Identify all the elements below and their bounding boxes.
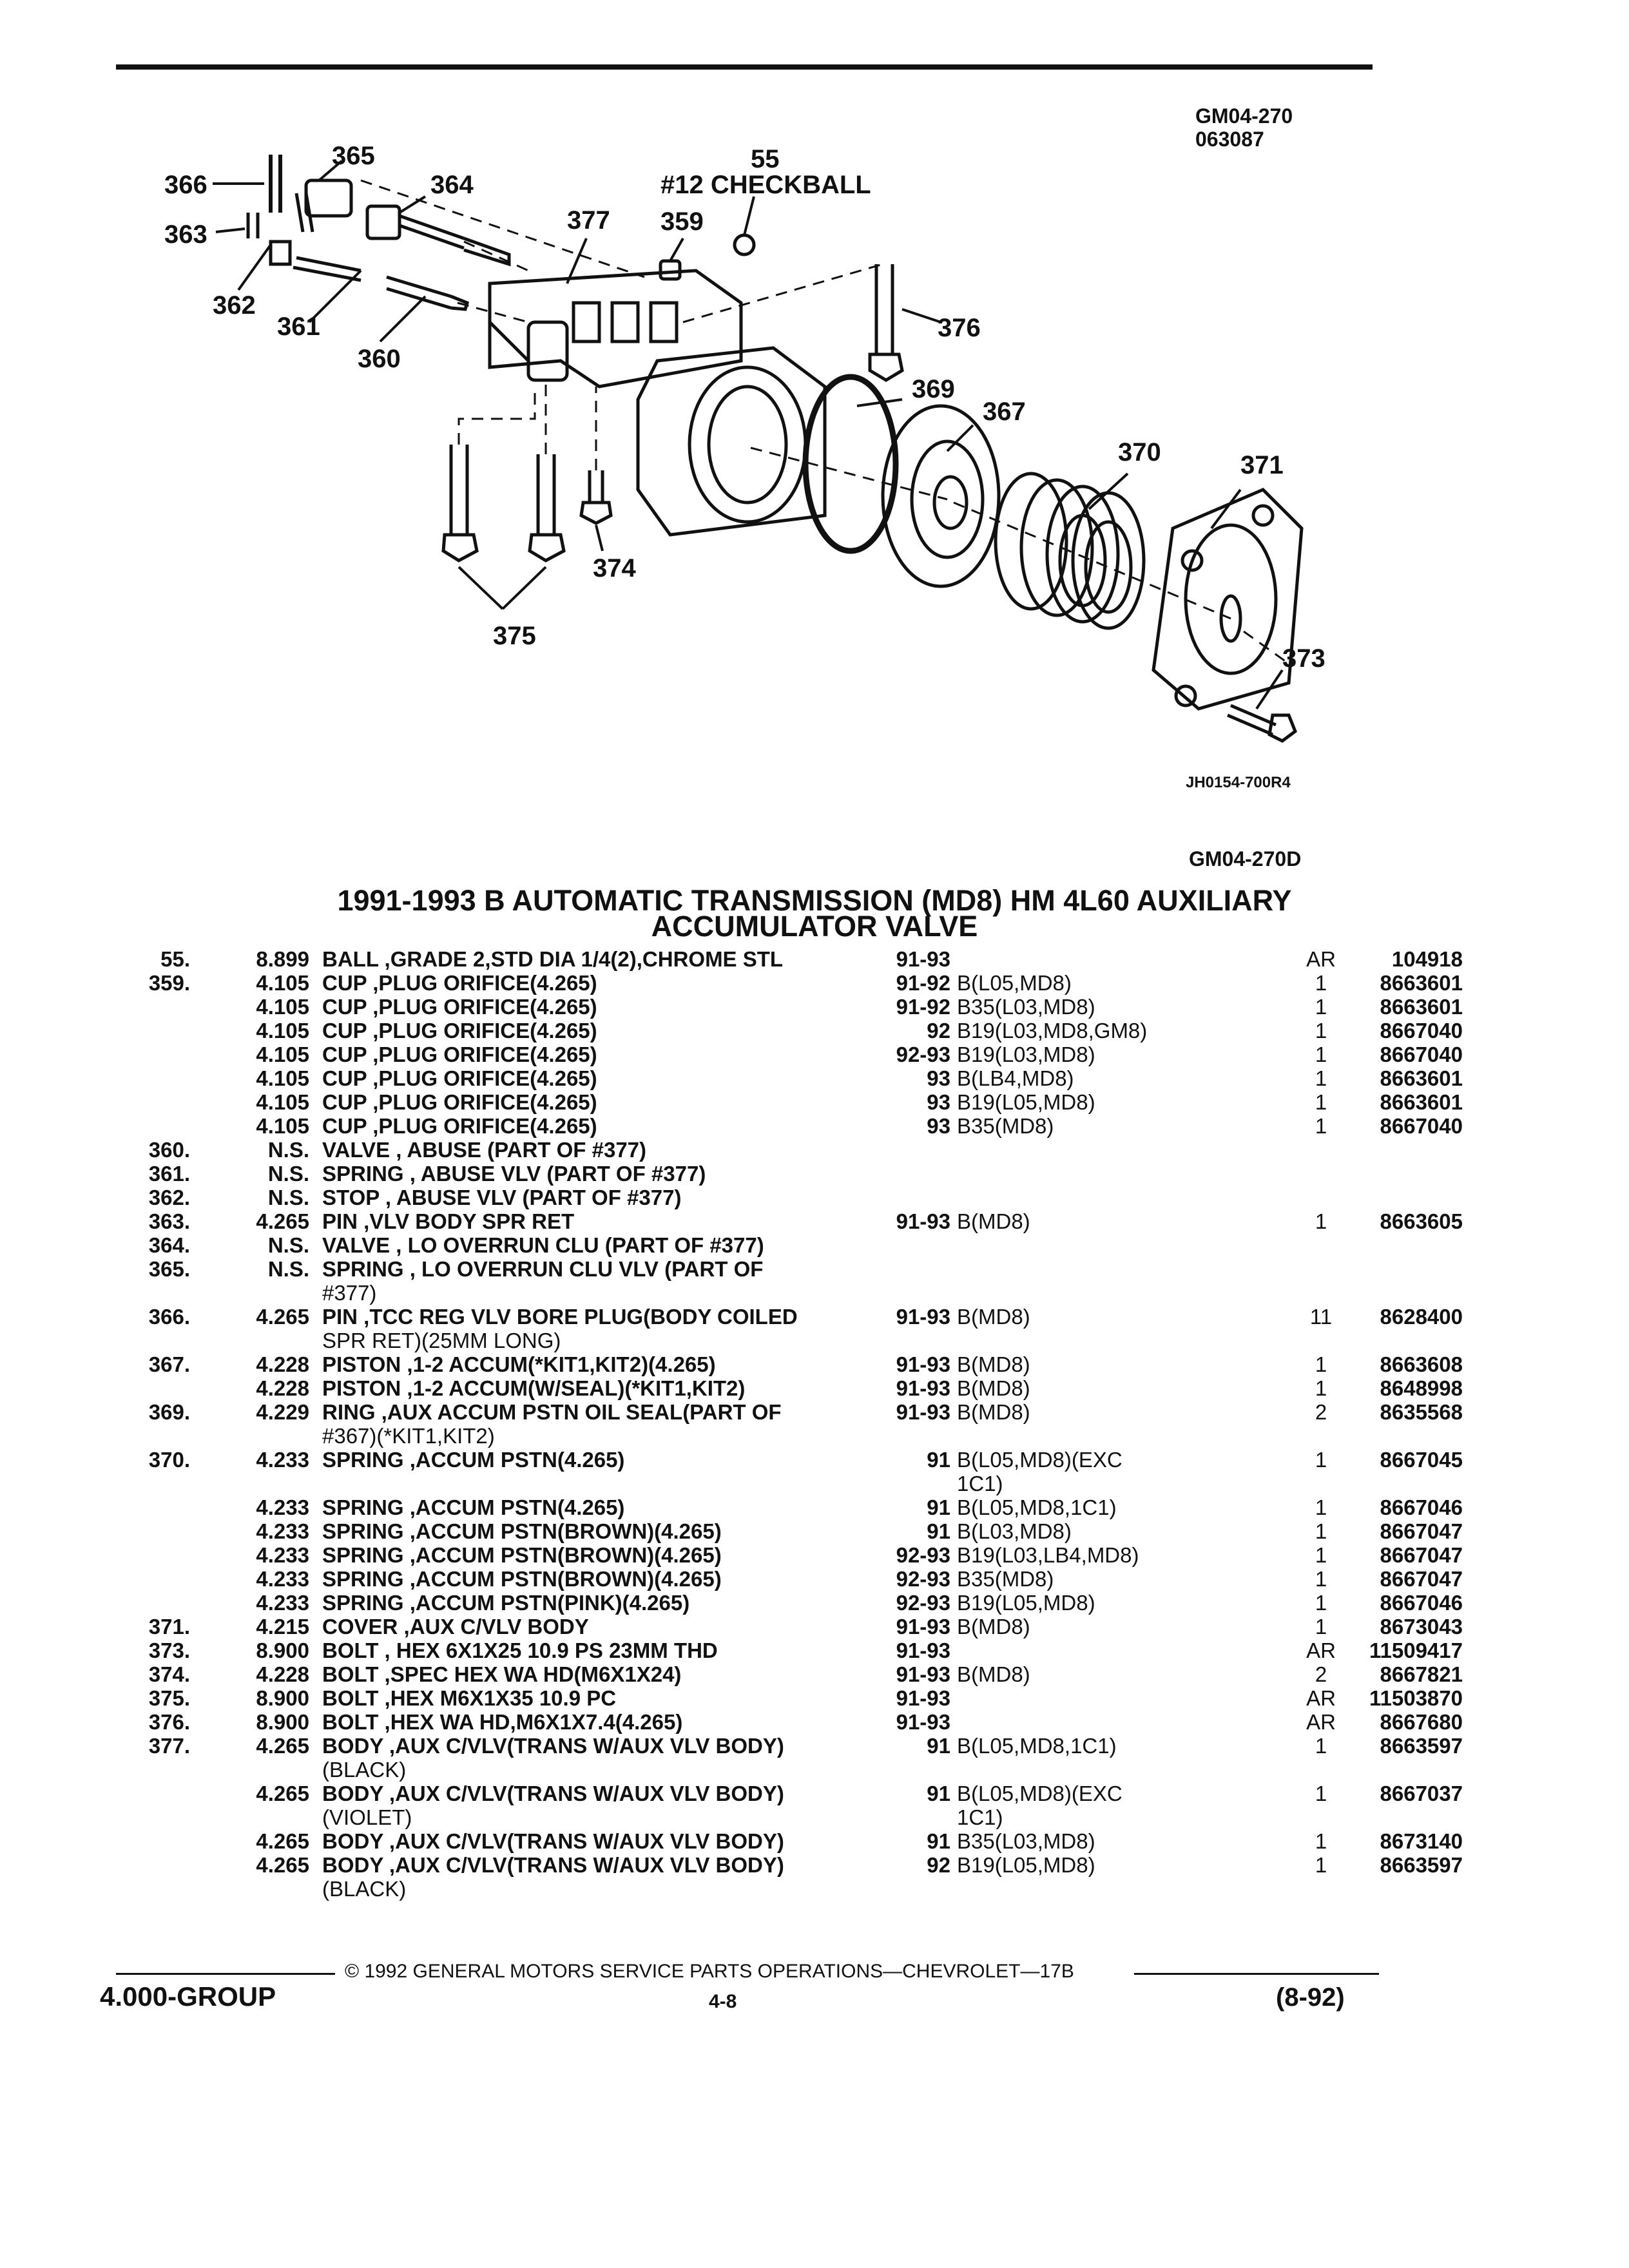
part-number: 8667047 xyxy=(1380,1543,1463,1567)
part-description: SPR RET)(25MM LONG) xyxy=(322,1329,561,1352)
parts-row xyxy=(116,1519,1463,1543)
part-application: B35(MD8) xyxy=(957,1114,1054,1138)
part-application: B(L05,MD8) xyxy=(957,971,1072,995)
parts-row-continuation xyxy=(116,1805,1385,1829)
part-number: 11509417 xyxy=(1369,1639,1463,1662)
parts-row xyxy=(116,1853,1463,1877)
part-group-number: 4.105 xyxy=(256,1043,309,1066)
callout-367: 367 xyxy=(983,398,1026,426)
checkball-shape xyxy=(735,235,754,255)
parts-row xyxy=(116,1186,1385,1209)
part-number: 8628400 xyxy=(1380,1305,1463,1329)
part-quantity: 1 xyxy=(1315,1734,1327,1758)
part-application: B(L05,MD8,1C1) xyxy=(957,1495,1117,1519)
callout-364: 364 xyxy=(430,171,474,199)
parts-row xyxy=(116,1305,1463,1329)
part-description: SPRING ,ACCUM PSTN(PINK)(4.265) xyxy=(322,1591,690,1615)
parts-row xyxy=(116,1090,1463,1114)
part-group-number: 4.233 xyxy=(256,1495,309,1519)
part-number: 8635568 xyxy=(1380,1400,1463,1424)
part-description: BOLT ,HEX M6X1X35 10.9 PC xyxy=(322,1686,617,1710)
part-group-number: 4.265 xyxy=(256,1734,309,1758)
part-group-number: 4.265 xyxy=(256,1305,309,1329)
part-quantity: 1 xyxy=(1315,1019,1327,1043)
part-ref-number: 370. xyxy=(148,1448,190,1472)
part-number: 8667046 xyxy=(1380,1591,1463,1615)
date-code: 063087 xyxy=(1195,128,1264,151)
parts-row xyxy=(116,1615,1463,1639)
part-number: 8663601 xyxy=(1380,1066,1463,1090)
part-ref-number: 367. xyxy=(148,1352,190,1376)
part-application: B(MD8) xyxy=(957,1615,1030,1639)
part-description: VALVE , ABUSE (PART OF #377) xyxy=(322,1138,647,1162)
part-quantity: 1 xyxy=(1315,995,1327,1019)
part-description: SPRING ,ACCUM PSTN(BROWN)(4.265) xyxy=(322,1519,722,1543)
parts-row xyxy=(116,1162,1385,1186)
part-description: RING ,AUX ACCUM PSTN OIL SEAL(PART OF xyxy=(322,1400,782,1424)
diagram-image-code: JH0154-700R4 xyxy=(1186,774,1291,791)
part-application: B(MD8) xyxy=(957,1305,1030,1329)
part-description: SPRING ,ACCUM PSTN(4.265) xyxy=(322,1448,625,1472)
part-group-number: 4.265 xyxy=(256,1829,309,1853)
part-group-number: 4.228 xyxy=(256,1376,309,1400)
part-group-number: 8.900 xyxy=(256,1639,309,1662)
part-model-years: 91-93 xyxy=(896,1615,950,1639)
callout-55: 55 xyxy=(751,145,780,173)
part-model-years: 91 xyxy=(927,1734,950,1758)
parts-row xyxy=(116,1829,1463,1853)
part-number: 8667037 xyxy=(1380,1782,1463,1805)
parts-row xyxy=(116,1114,1463,1138)
part-model-years: 91-93 xyxy=(896,1686,950,1710)
exploded-parts-diagram xyxy=(0,0,1629,838)
part-ref-number: 373. xyxy=(148,1639,190,1662)
part-quantity: 1 xyxy=(1315,1495,1327,1519)
part-model-years: 91 xyxy=(927,1782,950,1805)
part-description: SPRING ,ACCUM PSTN(4.265) xyxy=(322,1495,625,1519)
part-group-number: 4.233 xyxy=(256,1519,309,1543)
part-description: PISTON ,1-2 ACCUM(*KIT1,KIT2)(4.265) xyxy=(322,1352,716,1376)
part-description: BOLT ,HEX WA HD,M6X1X7.4(4.265) xyxy=(322,1710,683,1734)
part-quantity: 1 xyxy=(1315,1567,1327,1591)
part-group-number: N.S. xyxy=(267,1233,309,1257)
part-group-number: 4.265 xyxy=(256,1209,309,1233)
parts-row xyxy=(116,971,1463,995)
page-title-line2: ACCUMULATOR VALVE xyxy=(651,910,978,943)
part-number: 8667821 xyxy=(1380,1662,1463,1686)
footer-copyright: © 1992 GENERAL MOTORS SERVICE PARTS OPERATIONS—CHEVROLET—17B xyxy=(345,1961,1074,1982)
part-description: PIN ,VLV BODY SPR RET xyxy=(322,1209,575,1233)
part-description: SPRING ,ACCUM PSTN(BROWN)(4.265) xyxy=(322,1543,722,1567)
part-model-years: 92-93 xyxy=(896,1567,950,1591)
part-ref-number: 375. xyxy=(148,1686,190,1710)
part-group-number: N.S. xyxy=(267,1138,309,1162)
parts-row xyxy=(116,1233,1385,1257)
part-description: #367)(*KIT1,KIT2) xyxy=(322,1424,495,1448)
part-description: SPRING , ABUSE VLV (PART OF #377) xyxy=(322,1162,706,1186)
part-model-years: 93 xyxy=(927,1090,950,1114)
part-group-number: 4.228 xyxy=(256,1352,309,1376)
part-group-number: 4.105 xyxy=(256,1066,309,1090)
part-group-number: 4.265 xyxy=(256,1853,309,1877)
part-application: B(MD8) xyxy=(957,1352,1030,1376)
part-number: 8673140 xyxy=(1380,1829,1463,1853)
footer-page-number: 4-8 xyxy=(709,1991,737,2012)
part-application: B19(L03,MD8,GM8) xyxy=(957,1019,1148,1043)
part-quantity: AR xyxy=(1306,1639,1336,1662)
part-description: CUP ,PLUG ORIFICE(4.265) xyxy=(322,1043,597,1066)
part-description: STOP , ABUSE VLV (PART OF #377) xyxy=(322,1186,682,1209)
callout-360: 360 xyxy=(358,345,401,373)
part-description: CUP ,PLUG ORIFICE(4.265) xyxy=(322,1066,597,1090)
part-model-years: 91-93 xyxy=(896,1639,950,1662)
parts-row xyxy=(116,995,1463,1019)
parts-row xyxy=(116,1686,1463,1710)
part-quantity: 1 xyxy=(1315,1066,1327,1090)
footer-rule-left xyxy=(116,1973,335,1975)
part-application: B(L05,MD8,1C1) xyxy=(957,1734,1117,1758)
part-application: B(L05,MD8)(EXC xyxy=(957,1782,1123,1805)
parts-row xyxy=(116,1591,1463,1615)
callout-359: 359 xyxy=(660,207,704,236)
part-model-years: 91-93 xyxy=(896,1710,950,1734)
part-quantity: 1 xyxy=(1315,1209,1327,1233)
part-number: 11503870 xyxy=(1369,1686,1463,1710)
callout-374: 374 xyxy=(593,554,636,582)
page-title-line1: 1991-1993 B AUTOMATIC TRANSMISSION (MD8) HM 4L60 AUXILIARY xyxy=(337,884,1292,917)
part-model-years: 91-93 xyxy=(896,1662,950,1686)
part-group-number: 4.229 xyxy=(256,1400,309,1424)
parts-row xyxy=(116,1019,1463,1043)
part-quantity: 2 xyxy=(1315,1662,1327,1686)
part-ref-number: 371. xyxy=(148,1615,190,1639)
parts-row xyxy=(116,1782,1463,1805)
callout-362: 362 xyxy=(213,291,256,320)
part-quantity: 1 xyxy=(1315,1829,1327,1853)
callout-363: 363 xyxy=(164,220,207,249)
part-group-number: 8.899 xyxy=(256,947,309,971)
part-number: 8673043 xyxy=(1380,1615,1463,1639)
part-application: B35(L03,MD8) xyxy=(957,1829,1095,1853)
part-number: 8663605 xyxy=(1380,1209,1463,1233)
part-model-years: 91-93 xyxy=(896,1400,950,1424)
part-model-years: 91 xyxy=(927,1829,950,1853)
part-number: 8667047 xyxy=(1380,1567,1463,1591)
part-number: 8667040 xyxy=(1380,1043,1463,1066)
part-application: B(MD8) xyxy=(957,1400,1030,1424)
part-group-number: 4.105 xyxy=(256,1090,309,1114)
part-quantity: 1 xyxy=(1315,1043,1327,1066)
callout-375: 375 xyxy=(493,622,536,650)
part-ref-number: 369. xyxy=(148,1400,190,1424)
part-group-number: 4.233 xyxy=(256,1591,309,1615)
parts-row xyxy=(116,1257,1385,1281)
part-application: B(LB4,MD8) xyxy=(957,1066,1074,1090)
callout-365: 365 xyxy=(332,142,375,170)
part-quantity: 1 xyxy=(1315,1591,1327,1615)
parts-row-continuation xyxy=(116,1758,1385,1782)
part-group-number: 4.105 xyxy=(256,995,309,1019)
callout-370: 370 xyxy=(1118,438,1161,466)
footer-rule-right xyxy=(1134,1973,1379,1975)
parts-row xyxy=(116,947,1463,971)
part-application: B(L05,MD8)(EXC xyxy=(957,1448,1123,1472)
part-application: B(MD8) xyxy=(957,1209,1030,1233)
part-description: BODY ,AUX C/VLV(TRANS W/AUX VLV BODY) xyxy=(322,1782,784,1805)
part-description: CUP ,PLUG ORIFICE(4.265) xyxy=(322,1090,597,1114)
part-description: VALVE , LO OVERRUN CLU (PART OF #377) xyxy=(322,1233,764,1257)
part-quantity: 1 xyxy=(1315,1352,1327,1376)
part-ref-number: 363. xyxy=(148,1209,190,1233)
part-number: 8663601 xyxy=(1380,971,1463,995)
part-application: B19(L03,LB4,MD8) xyxy=(957,1543,1139,1567)
part-model-years: 91-93 xyxy=(896,1305,950,1329)
part-number: 8663601 xyxy=(1380,1090,1463,1114)
callout-371: 371 xyxy=(1240,451,1284,479)
part-ref-number: 376. xyxy=(148,1710,190,1734)
leader-lines xyxy=(213,161,1282,709)
part-quantity: 1 xyxy=(1315,971,1327,995)
part-model-years: 91-93 xyxy=(896,1376,950,1400)
parts-row-continuation xyxy=(116,1329,1385,1352)
part-ref-number: 374. xyxy=(148,1662,190,1686)
part-quantity: 2 xyxy=(1315,1400,1327,1424)
parts-row-continuation xyxy=(116,1877,1385,1901)
part-quantity: 1 xyxy=(1315,1114,1327,1138)
callout-366: 366 xyxy=(164,171,207,199)
part-number: 8667040 xyxy=(1380,1019,1463,1043)
part-description: SPRING , LO OVERRUN CLU VLV (PART OF xyxy=(322,1257,764,1281)
section-code: GM04-270D xyxy=(1189,847,1302,870)
part-group-number: N.S. xyxy=(267,1162,309,1186)
part-ref-number: 360. xyxy=(148,1138,190,1162)
part-model-years: 91-92 xyxy=(896,971,950,995)
part-group-number: 4.233 xyxy=(256,1543,309,1567)
part-ref-number: 361. xyxy=(148,1162,190,1186)
parts-row xyxy=(116,1567,1463,1591)
part-group-number: 4.105 xyxy=(256,971,309,995)
part-model-years: 92-93 xyxy=(896,1543,950,1567)
part-description: CUP ,PLUG ORIFICE(4.265) xyxy=(322,1019,597,1043)
part-description: BODY ,AUX C/VLV(TRANS W/AUX VLV BODY) xyxy=(322,1829,784,1853)
part-description: #377) xyxy=(322,1281,377,1305)
part-group-number: N.S. xyxy=(267,1186,309,1209)
part-model-years: 91-93 xyxy=(896,1209,950,1233)
parts-row xyxy=(116,1662,1463,1686)
part-group-number: 4.233 xyxy=(256,1448,309,1472)
part-quantity: 11 xyxy=(1309,1305,1333,1329)
part-number: 8663601 xyxy=(1380,995,1463,1019)
part-description: BODY ,AUX C/VLV(TRANS W/AUX VLV BODY) xyxy=(322,1734,784,1758)
part-application: B(MD8) xyxy=(957,1662,1030,1686)
part-number: 8663597 xyxy=(1380,1734,1463,1758)
part-ref-number: 377. xyxy=(148,1734,190,1758)
part-model-years: 92-93 xyxy=(896,1591,950,1615)
part-quantity: 1 xyxy=(1315,1543,1327,1567)
part-quantity: 1 xyxy=(1315,1782,1327,1805)
part-quantity: 1 xyxy=(1315,1090,1327,1114)
part-number: 8667045 xyxy=(1380,1448,1463,1472)
catalog-code: GM04-270 xyxy=(1195,104,1293,128)
part-application: 1C1) xyxy=(957,1472,1003,1495)
parts-row-continuation xyxy=(116,1424,1385,1448)
part-group-number: 4.233 xyxy=(256,1567,309,1591)
parts-row xyxy=(116,1710,1463,1734)
part-group-number: 8.900 xyxy=(256,1686,309,1710)
part-model-years: 91-93 xyxy=(896,947,950,971)
callout-checkball: #12 CHECKBALL xyxy=(660,171,871,199)
part-quantity: AR xyxy=(1306,947,1336,971)
footer-revision: (8-92) xyxy=(1276,1983,1345,2012)
part-model-years: 91 xyxy=(927,1495,950,1519)
part-model-years: 93 xyxy=(927,1114,950,1138)
part-quantity: AR xyxy=(1306,1710,1336,1734)
part-number: 104918 xyxy=(1391,947,1463,971)
part-description: CUP ,PLUG ORIFICE(4.265) xyxy=(322,995,597,1019)
part-application: B19(L05,MD8) xyxy=(957,1090,1095,1114)
part-group-number: 4.105 xyxy=(256,1114,309,1138)
part-group-number: 4.228 xyxy=(256,1662,309,1686)
part-model-years: 91-92 xyxy=(896,995,950,1019)
parts-row xyxy=(116,1734,1463,1758)
parts-row xyxy=(116,1209,1463,1233)
part-description: (BLACK) xyxy=(322,1758,407,1782)
part-quantity: 1 xyxy=(1315,1853,1327,1877)
part-number: 8667046 xyxy=(1380,1495,1463,1519)
part-quantity: 1 xyxy=(1315,1519,1327,1543)
part-group-number: N.S. xyxy=(267,1257,309,1281)
part-number: 8648998 xyxy=(1380,1376,1463,1400)
part-group-number: 8.900 xyxy=(256,1710,309,1734)
parts-row-continuation xyxy=(116,1281,1385,1305)
part-description: (VIOLET) xyxy=(322,1805,412,1829)
parts-row xyxy=(116,1138,1385,1162)
part-quantity: 1 xyxy=(1315,1448,1327,1472)
callout-377: 377 xyxy=(567,206,610,235)
part-description: BOLT , HEX 6X1X25 10.9 PS 23MM THD xyxy=(322,1639,718,1662)
part-group-number: 4.215 xyxy=(256,1615,309,1639)
part-description: PIN ,TCC REG VLV BORE PLUG(BODY COILED xyxy=(322,1305,798,1329)
part-number: 8667047 xyxy=(1380,1519,1463,1543)
part-description: PISTON ,1-2 ACCUM(W/SEAL)(*KIT1,KIT2) xyxy=(322,1376,746,1400)
part-quantity: AR xyxy=(1306,1686,1336,1710)
part-ref-number: 362. xyxy=(148,1186,190,1209)
part-ref-number: 364. xyxy=(148,1233,190,1257)
callout-373: 373 xyxy=(1282,644,1325,673)
part-description: CUP ,PLUG ORIFICE(4.265) xyxy=(322,1114,597,1138)
parts-list xyxy=(116,947,1463,1901)
part-number: 8667680 xyxy=(1380,1710,1463,1734)
part-group-number: 4.105 xyxy=(256,1019,309,1043)
part-application: B19(L05,MD8) xyxy=(957,1591,1095,1615)
part-description: CUP ,PLUG ORIFICE(4.265) xyxy=(322,971,597,995)
parts-row xyxy=(116,1043,1463,1066)
part-ref-number: 55. xyxy=(160,947,190,971)
part-description: SPRING ,ACCUM PSTN(BROWN)(4.265) xyxy=(322,1567,722,1591)
parts-row-continuation xyxy=(116,1472,1385,1495)
part-model-years: 91 xyxy=(927,1519,950,1543)
part-application: B35(L03,MD8) xyxy=(957,995,1095,1019)
callout-369: 369 xyxy=(912,375,955,403)
parts-row xyxy=(116,1352,1463,1376)
part-description: (BLACK) xyxy=(322,1877,407,1901)
part-number: 8663597 xyxy=(1380,1853,1463,1877)
part-model-years: 92-93 xyxy=(896,1043,950,1066)
parts-row xyxy=(116,1639,1463,1662)
part-ref-number: 359. xyxy=(148,971,190,995)
parts-row xyxy=(116,1400,1463,1424)
part-application: 1C1) xyxy=(957,1805,1003,1829)
part-model-years: 92 xyxy=(927,1853,950,1877)
parts-row xyxy=(116,1495,1463,1519)
callout-361: 361 xyxy=(277,312,320,341)
part-ref-number: 366. xyxy=(148,1305,190,1329)
part-application: B(L03,MD8) xyxy=(957,1519,1072,1543)
part-application: B(MD8) xyxy=(957,1376,1030,1400)
part-model-years: 92 xyxy=(927,1019,950,1043)
part-quantity: 1 xyxy=(1315,1615,1327,1639)
footer-group: 4.000-GROUP xyxy=(100,1981,276,2012)
part-description: BODY ,AUX C/VLV(TRANS W/AUX VLV BODY) xyxy=(322,1853,784,1877)
orifice-cup-shape xyxy=(660,261,680,279)
part-application: B19(L03,MD8) xyxy=(957,1043,1095,1066)
parts-row xyxy=(116,1543,1463,1567)
part-model-years: 91-93 xyxy=(896,1352,950,1376)
part-description: BOLT ,SPEC HEX WA HD(M6X1X24) xyxy=(322,1662,682,1686)
part-application: B35(MD8) xyxy=(957,1567,1054,1591)
part-application: B19(L05,MD8) xyxy=(957,1853,1095,1877)
part-model-years: 93 xyxy=(927,1066,950,1090)
part-group-number: 4.265 xyxy=(256,1782,309,1805)
part-description: BALL ,GRADE 2,STD DIA 1/4(2),CHROME STL xyxy=(322,947,784,971)
part-description: COVER ,AUX C/VLV BODY xyxy=(322,1615,589,1639)
parts-row xyxy=(116,1066,1463,1090)
callout-labels xyxy=(164,142,1325,673)
part-quantity: 1 xyxy=(1315,1376,1327,1400)
part-model-years: 91 xyxy=(927,1448,950,1472)
part-number: 8667040 xyxy=(1380,1114,1463,1138)
callout-376: 376 xyxy=(938,314,981,342)
parts-row xyxy=(116,1448,1463,1472)
part-ref-number: 365. xyxy=(148,1257,190,1281)
parts-row xyxy=(116,1376,1463,1400)
part-number: 8663608 xyxy=(1380,1352,1463,1376)
